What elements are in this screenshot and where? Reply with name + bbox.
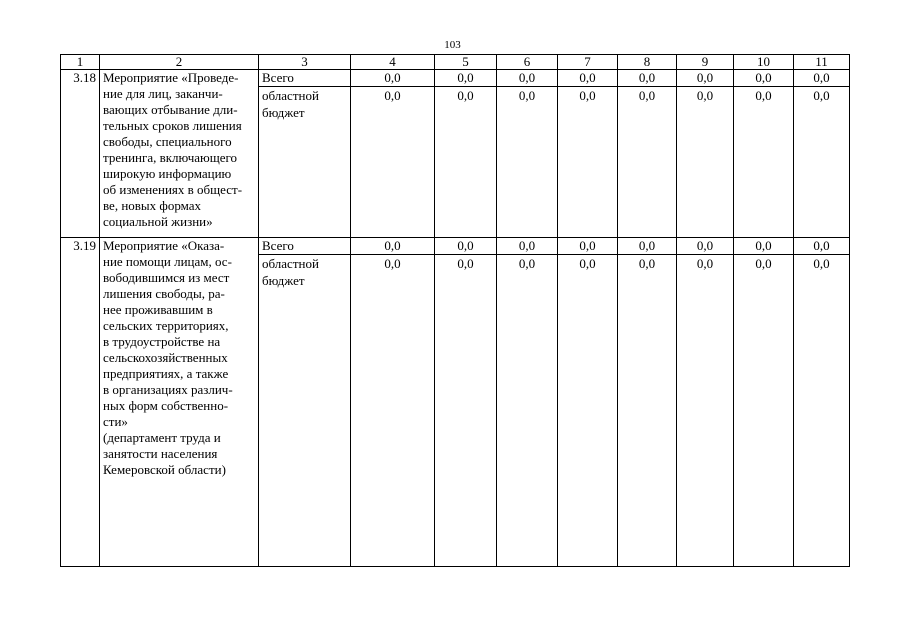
description-line: предприятиях, а также — [103, 366, 229, 381]
budget-label-line: бюджет — [262, 273, 305, 289]
header-cell: 3 — [259, 55, 351, 70]
header-cell: 9 — [677, 55, 734, 70]
value-cell: 0,0 — [618, 87, 677, 238]
budget-label — [259, 87, 351, 238]
value-cell: 0,0 — [435, 238, 497, 255]
description-line: вободившимся из мест — [103, 270, 230, 285]
row-description — [100, 70, 259, 238]
value-cell: 0,0 — [677, 70, 734, 87]
value-cell: 0,0 — [794, 70, 850, 87]
header-cell: 4 — [351, 55, 435, 70]
description-line: Кемеровской области) — [103, 462, 226, 477]
value-cell: 0,0 — [618, 255, 677, 567]
value-cell: 0,0 — [497, 87, 558, 238]
value-cell: 0,0 — [497, 238, 558, 255]
row-id: 3.18 — [61, 70, 100, 238]
value-cell: 0,0 — [558, 87, 618, 238]
description-line: тельных сроков лишения — [103, 118, 242, 133]
description-line: Мероприятие «Оказа- — [103, 238, 225, 253]
description-line: сельскохозяйственных — [103, 350, 228, 365]
table-row — [61, 238, 850, 255]
description-line: лишения свободы, ра- — [103, 286, 225, 301]
budget-label-line: областной — [262, 256, 319, 271]
description-line: в организациях различ- — [103, 382, 233, 397]
header-cell: 10 — [734, 55, 794, 70]
value-cell: 0,0 — [734, 87, 794, 238]
description-line: занятости населения — [103, 446, 218, 461]
value-cell: 0,0 — [351, 70, 435, 87]
description-line: нее проживавшим в — [103, 302, 213, 317]
budget-table — [60, 54, 850, 567]
description-line: (департамент труда и — [103, 430, 221, 445]
header-cell: 7 — [558, 55, 618, 70]
header-cell: 8 — [618, 55, 677, 70]
value-cell: 0,0 — [435, 87, 497, 238]
value-cell: 0,0 — [351, 255, 435, 567]
description-line: вающих отбывание дли- — [103, 102, 238, 117]
description-line: тренинга, включающего — [103, 150, 238, 165]
value-cell: 0,0 — [558, 238, 618, 255]
budget-label-line: областной — [262, 88, 319, 103]
description-line: сельских территориях, — [103, 318, 229, 333]
value-cell: 0,0 — [677, 87, 734, 238]
value-cell: 0,0 — [734, 238, 794, 255]
total-label: Всего — [259, 238, 351, 255]
description-line: сти» — [103, 414, 128, 429]
row-description — [100, 238, 259, 567]
description-line: в трудоустройстве на — [103, 334, 221, 349]
value-cell: 0,0 — [794, 238, 850, 255]
value-cell: 0,0 — [618, 238, 677, 255]
description-line: ние для лиц, заканчи- — [103, 86, 223, 101]
table-row — [61, 70, 850, 87]
value-cell: 0,0 — [677, 255, 734, 567]
header-cell: 2 — [100, 55, 259, 70]
value-cell: 0,0 — [351, 87, 435, 238]
value-cell: 0,0 — [558, 255, 618, 567]
page-number: 103 — [444, 39, 461, 51]
description-line: ве, новых формах — [103, 198, 202, 213]
budget-label — [259, 255, 351, 567]
description-line: ние помощи лицам, ос- — [103, 254, 232, 269]
value-cell: 0,0 — [618, 70, 677, 87]
value-cell: 0,0 — [351, 238, 435, 255]
value-cell: 0,0 — [435, 70, 497, 87]
header-cell: 1 — [61, 55, 100, 70]
description-line: широкую информацию — [103, 166, 232, 181]
description-line: ных форм собственно- — [103, 398, 229, 413]
value-cell: 0,0 — [558, 70, 618, 87]
description-line: об изменениях в общест- — [103, 182, 243, 197]
header-cell: 11 — [794, 55, 850, 70]
budget-label-line: бюджет — [262, 105, 305, 121]
value-cell: 0,0 — [497, 255, 558, 567]
value-cell: 0,0 — [677, 238, 734, 255]
value-cell: 0,0 — [734, 255, 794, 567]
header-cell: 6 — [497, 55, 558, 70]
total-label: Всего — [259, 70, 351, 87]
value-cell: 0,0 — [734, 70, 794, 87]
row-id: 3.19 — [61, 238, 100, 567]
value-cell: 0,0 — [794, 255, 850, 567]
value-cell: 0,0 — [497, 70, 558, 87]
value-cell: 0,0 — [435, 255, 497, 567]
value-cell: 0,0 — [794, 87, 850, 238]
description-line: свободы, специального — [103, 134, 232, 149]
header-row — [61, 55, 850, 70]
description-line: Мероприятие «Проведе- — [103, 70, 239, 85]
description-line: социальной жизни» — [103, 214, 213, 229]
header-cell: 5 — [435, 55, 497, 70]
